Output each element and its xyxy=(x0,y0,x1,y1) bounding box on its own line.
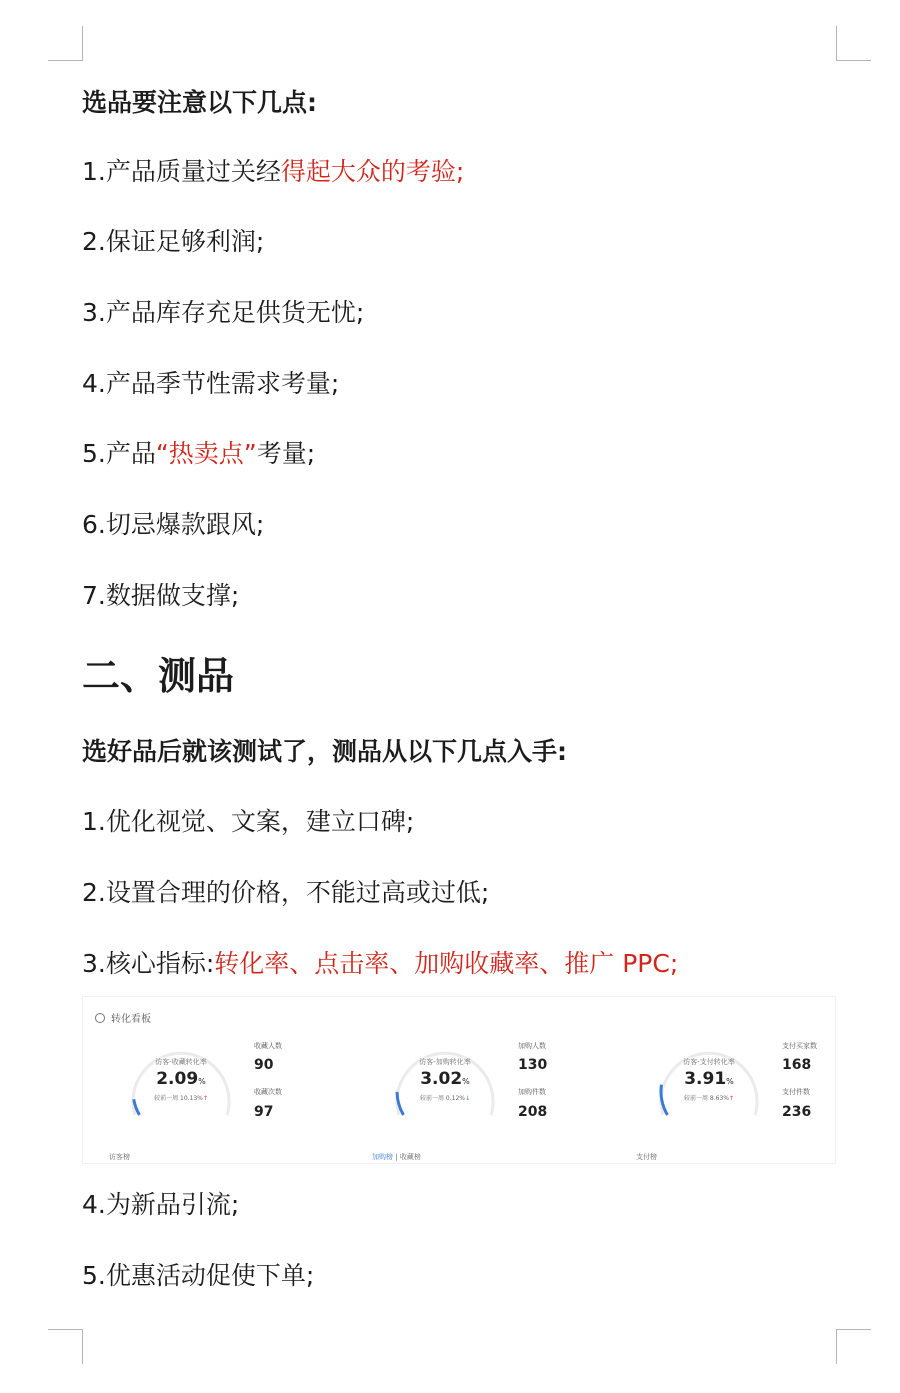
stat-label: 加购人数 xyxy=(518,1042,546,1050)
list-item: 3.产品库存充足供货无忧; xyxy=(82,298,365,327)
list-item: 5.优惠活动促使下单; xyxy=(82,1261,315,1290)
stat-label: 收藏次数 xyxy=(254,1088,282,1096)
section2-intro: 选好品后就该测试了，测品从以下几点入手: xyxy=(82,737,567,766)
gauge-label: 访客-加购转化率 xyxy=(419,1058,471,1066)
gauge-cart-rate xyxy=(385,1039,505,1121)
stat-value: 90 xyxy=(254,1057,274,1073)
stat-label: 支付件数 xyxy=(782,1088,810,1096)
gauge-compare: 较前一周 0.12%↓ xyxy=(419,1095,471,1102)
highlight-text: 得起大众的考验; xyxy=(280,157,465,186)
gauge-compare: 较前一周 8.63%↑ xyxy=(683,1095,735,1102)
list-item: 5.产品“热卖点”考量; xyxy=(82,439,316,468)
list-item: 3.核心指标:转化率、点击率、加购收藏率、推广 PPC; xyxy=(82,949,679,978)
section1-heading: 选品要注意以下几点: xyxy=(82,88,317,117)
page-corner-mark xyxy=(836,26,871,61)
tab-visitors[interactable]: 访客榜 xyxy=(109,1153,130,1161)
highlight-text: 转化率、点击率、加购收藏率、推广 PPC; xyxy=(214,949,679,978)
settings-icon[interactable] xyxy=(95,1013,105,1023)
stat-value: 97 xyxy=(254,1104,274,1120)
stat-label: 支付买家数 xyxy=(782,1042,817,1050)
trend-down-icon: ↓ xyxy=(464,1095,471,1102)
list-item: 4.为新品引流; xyxy=(82,1190,240,1219)
stat-label: 收藏人数 xyxy=(254,1042,282,1050)
stat-value: 168 xyxy=(782,1057,812,1073)
list-item: 1.产品质量过关经得起大众的考验; xyxy=(82,157,465,186)
page-corner-mark xyxy=(48,1329,83,1364)
list-item: 2.设置合理的价格，不能过高或过低; xyxy=(82,878,490,907)
page-corner-mark xyxy=(836,1329,871,1364)
tab-favorites[interactable]: 收藏榜 xyxy=(399,1153,421,1161)
stat-value: 130 xyxy=(518,1057,548,1073)
list-item: 2.保证足够利润; xyxy=(82,227,265,256)
gauge-value: 3.91% xyxy=(684,1069,734,1089)
gauge-compare: 较前一周 10.13%↑ xyxy=(154,1095,208,1102)
list-item: 1.优化视觉、文案，建立口碑; xyxy=(82,807,415,836)
highlight-text: “热卖点” xyxy=(155,439,257,468)
trend-up-icon: ↑ xyxy=(202,1095,208,1102)
gauge-value: 2.09% xyxy=(156,1069,206,1089)
section2-title: 二、测品 xyxy=(82,654,235,698)
conversion-dashboard xyxy=(82,996,836,1164)
tab-cart[interactable]: 加购榜 xyxy=(372,1153,393,1161)
dashboard-title: 转化看板 xyxy=(95,1010,151,1025)
gauge-pay-rate xyxy=(649,1039,769,1121)
list-item: 7.数据做支撑; xyxy=(82,581,240,610)
tab-payment[interactable]: 支付榜 xyxy=(636,1153,657,1161)
page-corner-mark xyxy=(48,26,83,61)
gauge-label: 访客-收藏转化率 xyxy=(155,1058,207,1066)
gauge-label: 访客-支付转化率 xyxy=(683,1058,735,1066)
stat-value: 236 xyxy=(782,1104,812,1120)
gauge-favorite-rate xyxy=(121,1039,241,1121)
cart-fav-tabs: 加购榜 | 收藏榜 xyxy=(372,1153,421,1161)
trend-up-icon: ↑ xyxy=(728,1095,735,1102)
gauge-value: 3.02% xyxy=(420,1069,470,1089)
list-item: 4.产品季节性需求考量; xyxy=(82,369,340,398)
stat-label: 加购件数 xyxy=(518,1088,546,1096)
stat-value: 208 xyxy=(518,1104,548,1120)
list-item: 6.切忌爆款跟风; xyxy=(82,510,265,539)
